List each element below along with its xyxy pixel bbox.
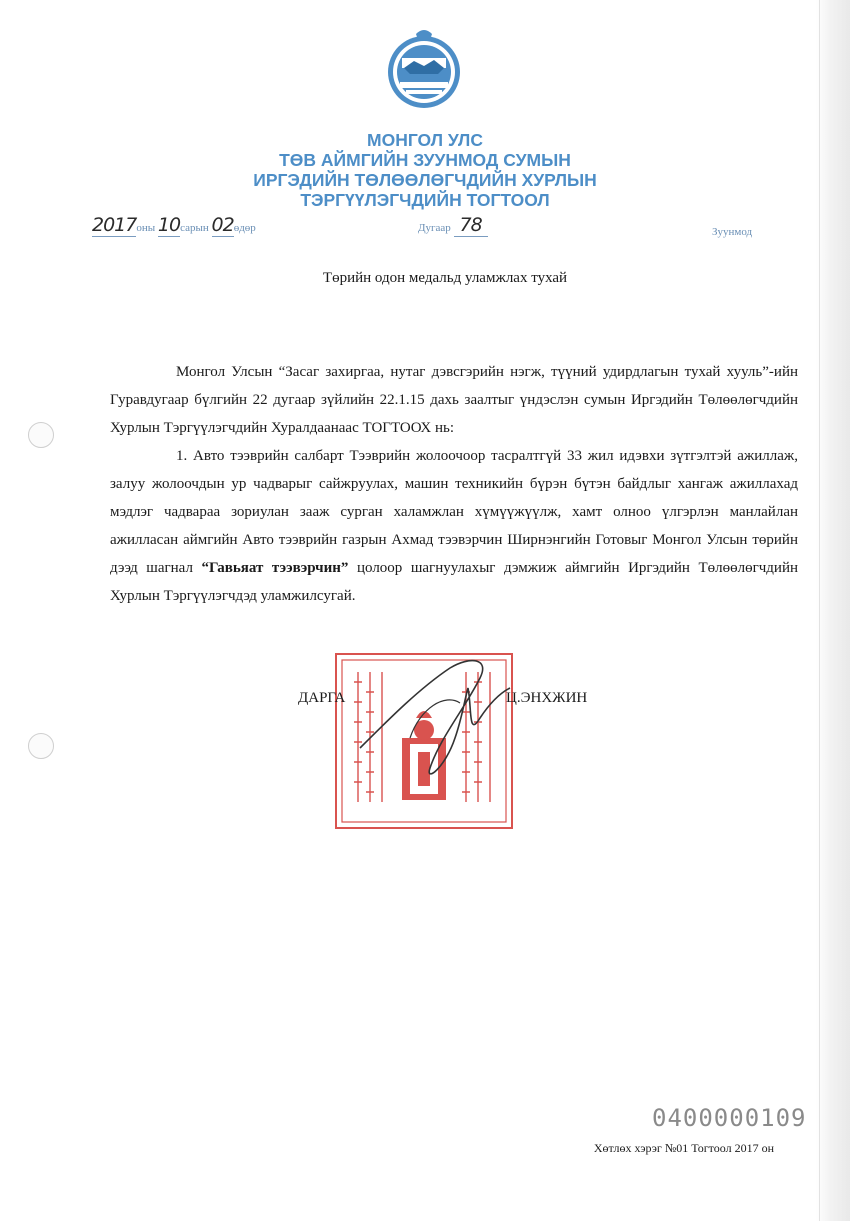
date-day-suffix: өдөр bbox=[233, 222, 256, 234]
date-year-handwritten: 2017 bbox=[92, 214, 137, 236]
org-line-1: МОНГОЛ УЛС bbox=[367, 130, 483, 150]
org-line-3: ИРГЭДИЙН ТӨЛӨӨЛӨГЧДИЙН ХУРЛЫН bbox=[253, 170, 597, 190]
item-paragraph bbox=[110, 442, 798, 610]
handwritten-signature bbox=[350, 648, 520, 788]
date-field bbox=[92, 214, 256, 237]
signer-title: ДАРГА bbox=[298, 690, 346, 706]
soyombo-emblem-icon bbox=[386, 28, 462, 112]
item-text-after: цолоор шагнуулахыг дэмжиж аймгийн Иргэдийн Төлөөлөгчдийн Хурлын Тэргүүлэгчдэд уламжилсугай. bbox=[110, 560, 799, 604]
org-line-2: ТӨВ АЙМГИЙН ЗУУНМОД СУМЫН bbox=[279, 150, 571, 170]
date-month-suffix: сарын bbox=[180, 222, 209, 234]
serial-number: 0400000109 bbox=[652, 1104, 807, 1132]
place-label: Зуунмод bbox=[712, 226, 753, 238]
intro-paragraph: Монгол Улсын “Засаг захиргаа, нутаг дэвсгэрийн нэгж, түүний удирдлагын тухай хууль”-ийн Гуравдугаар бүлгийн 22 дугаар зүйлийн 22.1.15 дахь заалтыг үндэслэн сумын Иргэдийн Төлөөлөгчдийн Хурлын Тэргүүлэгчдийн Хуралдаанаас ТОГТООХ нь: bbox=[110, 364, 798, 436]
footer-note: Хөтлөх хэрэг №01 Тогтоол 2017 он bbox=[593, 1141, 774, 1155]
number-label: Дугаар bbox=[418, 222, 451, 234]
punch-hole-top bbox=[28, 422, 54, 448]
item-text-before: 1. Авто тээврийн салбарт Тээврийн жолоочоор тасралтгүй 33 жил идэвхи зүтгэлтэй ажиллаж, залуу жолоочдын ур чадварыг сайжруулах, машин техникийн бүрэн бүтэн байдлыг хангаж ажиллахад мэдлэг чадвараа зориулан зааж сурган халамжлан хүмүүжүүлж, хамт олноо үлгэрлэн манлайлан ажилласан аймгийн Авто тээврийн газрын Ахмад тээвэрчин Ширнэнгийн Готовыг Монгол Улсын төрийн дээд шагнал bbox=[110, 448, 798, 576]
award-title: “Гавьяат тээвэрчин” bbox=[201, 560, 349, 576]
date-month-handwritten: 10 bbox=[157, 214, 181, 236]
number-field bbox=[418, 214, 488, 237]
document-subject: Төрийн одон медальд уламжлах тухай bbox=[322, 270, 568, 286]
signer-name: Ц.ЭНХЖИН bbox=[506, 690, 588, 706]
punch-hole-bottom bbox=[28, 733, 54, 759]
org-line-4: ТЭРГҮҮЛЭГЧДИЙН ТОГТООЛ bbox=[300, 190, 550, 210]
date-year-suffix: оны bbox=[136, 222, 156, 234]
date-day-handwritten: 02 bbox=[211, 214, 234, 236]
resolution-body bbox=[110, 358, 798, 610]
number-handwritten: 78 bbox=[454, 214, 488, 237]
